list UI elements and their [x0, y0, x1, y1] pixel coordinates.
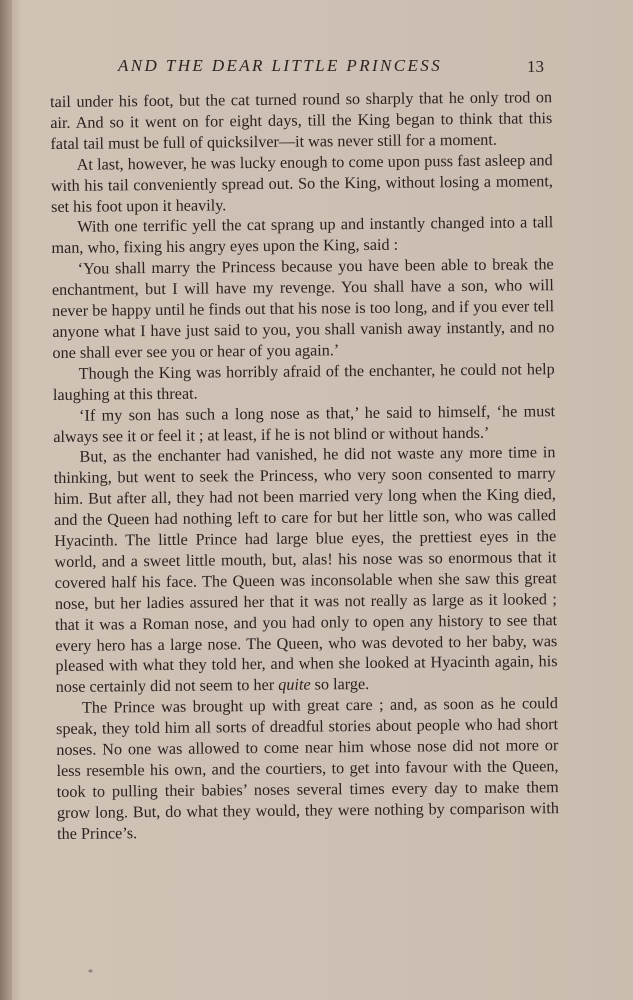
page-number: 13	[527, 57, 544, 76]
printer-mark: *	[88, 968, 93, 979]
paragraph	[53, 443, 557, 699]
paragraph-end: so large.	[310, 675, 370, 694]
paragraph: ‘If my son has such a long nose as that,’ he said to himself, ‘he must always see it or feel it ; at least, if he is not blind or without hands.’	[53, 401, 556, 446]
paragraph: With one terrific yell the cat sprang up and instantly changed into a tall man, who, fixing his angry eyes upon the King, said :	[51, 213, 554, 258]
paragraph: At last, however, he was lucky enough to come upon puss fast asleep and with his tail conveniently spread out. So the King, without losing a moment, set his foot upon it heavily.	[50, 150, 553, 216]
paragraph: tail under his foot, but the cat turned round so sharply that he only trod on air. And so it went on for eight days, till the King began to think that this fatal tail must be full of quicksilver—it was never still for a moment.	[50, 88, 553, 153]
body-text	[50, 87, 559, 844]
running-header: AND THE DEAR LITTLE PRINCESS	[118, 56, 443, 75]
page-gutter	[0, 0, 12, 1000]
paragraph-text: But, as the enchanter had vanished, he did not waste any more time in thinking, but went to seek the Princess, who very soon consented to marry him. But after all, they had not been married very long when the King died, and the Queen had nothing left to care for but her little son, who was called Hyacinth. The little Prince had large blue eyes, the prettiest eyes in the world, and a sweet little mouth, but, alas! his nose was so enormous that it covered half his face. The Queen was inconsolable when she saw this great nose, but her ladies assured her that it was not really as large as it looked ; that it was a Roman nose, and you had only to open any history to see that every hero has a large nose. The Queen, who was devoted to her baby, was pleased with what they told her, and when she looked at Hyacinth again, his nose certainly did not seem to her	[53, 443, 558, 697]
paragraph: ‘You shall marry the Princess because you have been able to break the enchantment, but I will have my revenge. You shall have a son, who will never be happy until he finds out that his nose is too long, and if you ever tell anyone what I have just said to you, you shall vanish away instantly, and no one shall ever see you or hear of you again.’	[51, 255, 555, 362]
italic-word: quite	[278, 675, 311, 695]
paragraph: Though the King was horribly afraid of the enchanter, he could not help laughing at this threat.	[52, 359, 555, 404]
paragraph: The Prince was brought up with great care ; and, as soon as he could speak, they told him all sorts of dreadful stories about people who had short noses. No one was allowed to come near him whose nose did not more or less resemble his own, and the courtiers, to get into favour with the Queen, took to pulling their babies’ noses several times every day to make them grow long. But, do what they would, they were nothing by comparison with the Prince’s.	[56, 694, 559, 843]
